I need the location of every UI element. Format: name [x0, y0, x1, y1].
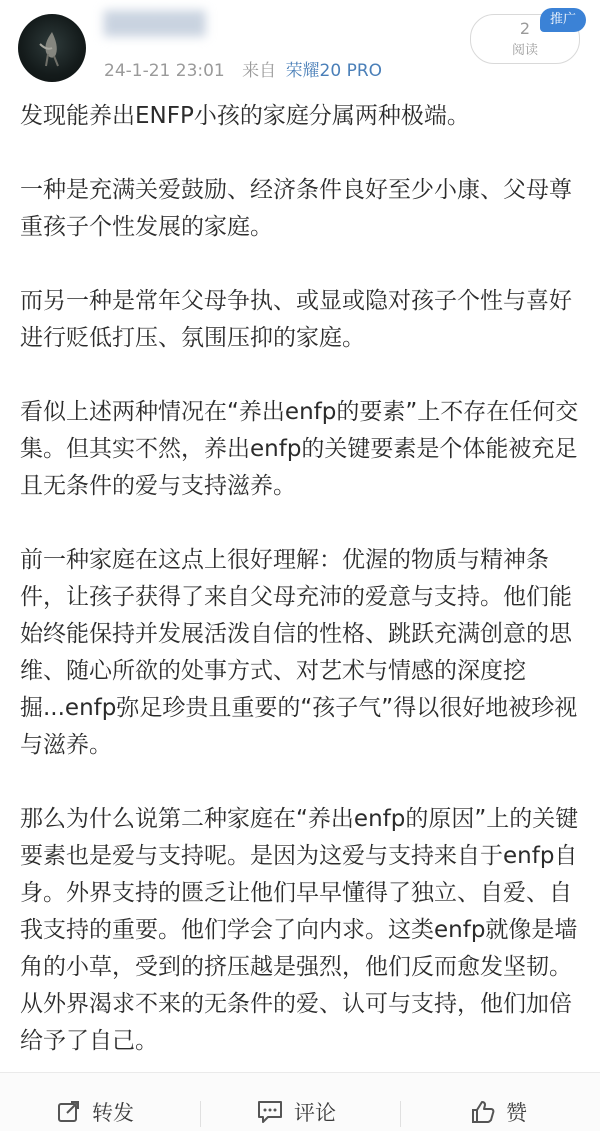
post-paragraph: 前一种家庭在这点上很好理解：优渥的物质与精神条件，让孩子获得了来自父母充沛的爱意与支持。他们能始终能保持并发展活泼自信的性格、跳跃充满创意的思维、随心所欲的处事方式、对艺术与情感的深度挖掘...enfp弥足珍贵且重要的“孩子气”得以很好地被珍视与滋养。 — [20, 547, 578, 758]
read-count: 2 — [519, 19, 531, 38]
post-header — [0, 0, 600, 92]
post-paragraph: 看似上述两种情况在“养出enfp的要素”上不存在任何交集。但其实不然，养出enfp的关键要素是个体能被充足且无条件的爱与支持滋养。 — [20, 399, 579, 499]
post-meta — [104, 56, 382, 81]
comment-bubble-icon — [256, 1099, 284, 1125]
action-separator — [200, 1101, 201, 1127]
comment-button[interactable] — [256, 1095, 336, 1129]
comment-label: 评论 — [294, 1101, 336, 1125]
post-date: 24-1-21 23:01 — [104, 61, 225, 81]
source-device-link[interactable]: 荣耀20 PRO — [285, 61, 383, 81]
post-paragraph: 发现能养出ENFP小孩的家庭分属两种极端。 — [20, 103, 470, 129]
share-arrow-icon — [56, 1099, 82, 1125]
avatar-image — [18, 14, 86, 82]
source-prefix: 来自 — [242, 61, 277, 81]
action-separator — [400, 1101, 401, 1127]
thumbs-up-icon — [470, 1099, 496, 1125]
like-label: 赞 — [506, 1101, 527, 1125]
repost-label: 转发 — [92, 1101, 134, 1125]
post-paragraph: 而另一种是常年父母争执、或显或隐对孩子个性与喜好进行贬低打压、氛围压抑的家庭。 — [20, 288, 572, 351]
action-bar — [0, 1073, 600, 1131]
repost-button[interactable] — [56, 1095, 134, 1129]
username-blurred[interactable]: ██████ — [104, 12, 206, 37]
avatar[interactable] — [18, 14, 86, 82]
post-paragraph: 一种是充满关爱鼓励、经济条件良好至少小康、父母尊重孩子个性发展的家庭。 — [20, 177, 572, 240]
like-button[interactable] — [470, 1095, 527, 1129]
post-paragraph: 那么为什么说第二种家庭在“养出enfp的原因”上的关键要素也是爱与支持呢。是因为这爱与支持来自于enfp自身。外界支持的匮乏让他们早早懂得了独立、自爱、自我支持的重要。他们学会了向内求。这类enfp就像是墙角的小草，受到的挤压越是强烈，他们反而愈发坚韧。从外界渴求不来的无条件的爱、认可与支持，他们加倍给予了自己。 — [20, 806, 579, 1054]
promo-badge[interactable]: 推广 — [540, 8, 586, 32]
read-label: 阅读 — [511, 43, 538, 58]
post-content — [20, 98, 586, 1060]
